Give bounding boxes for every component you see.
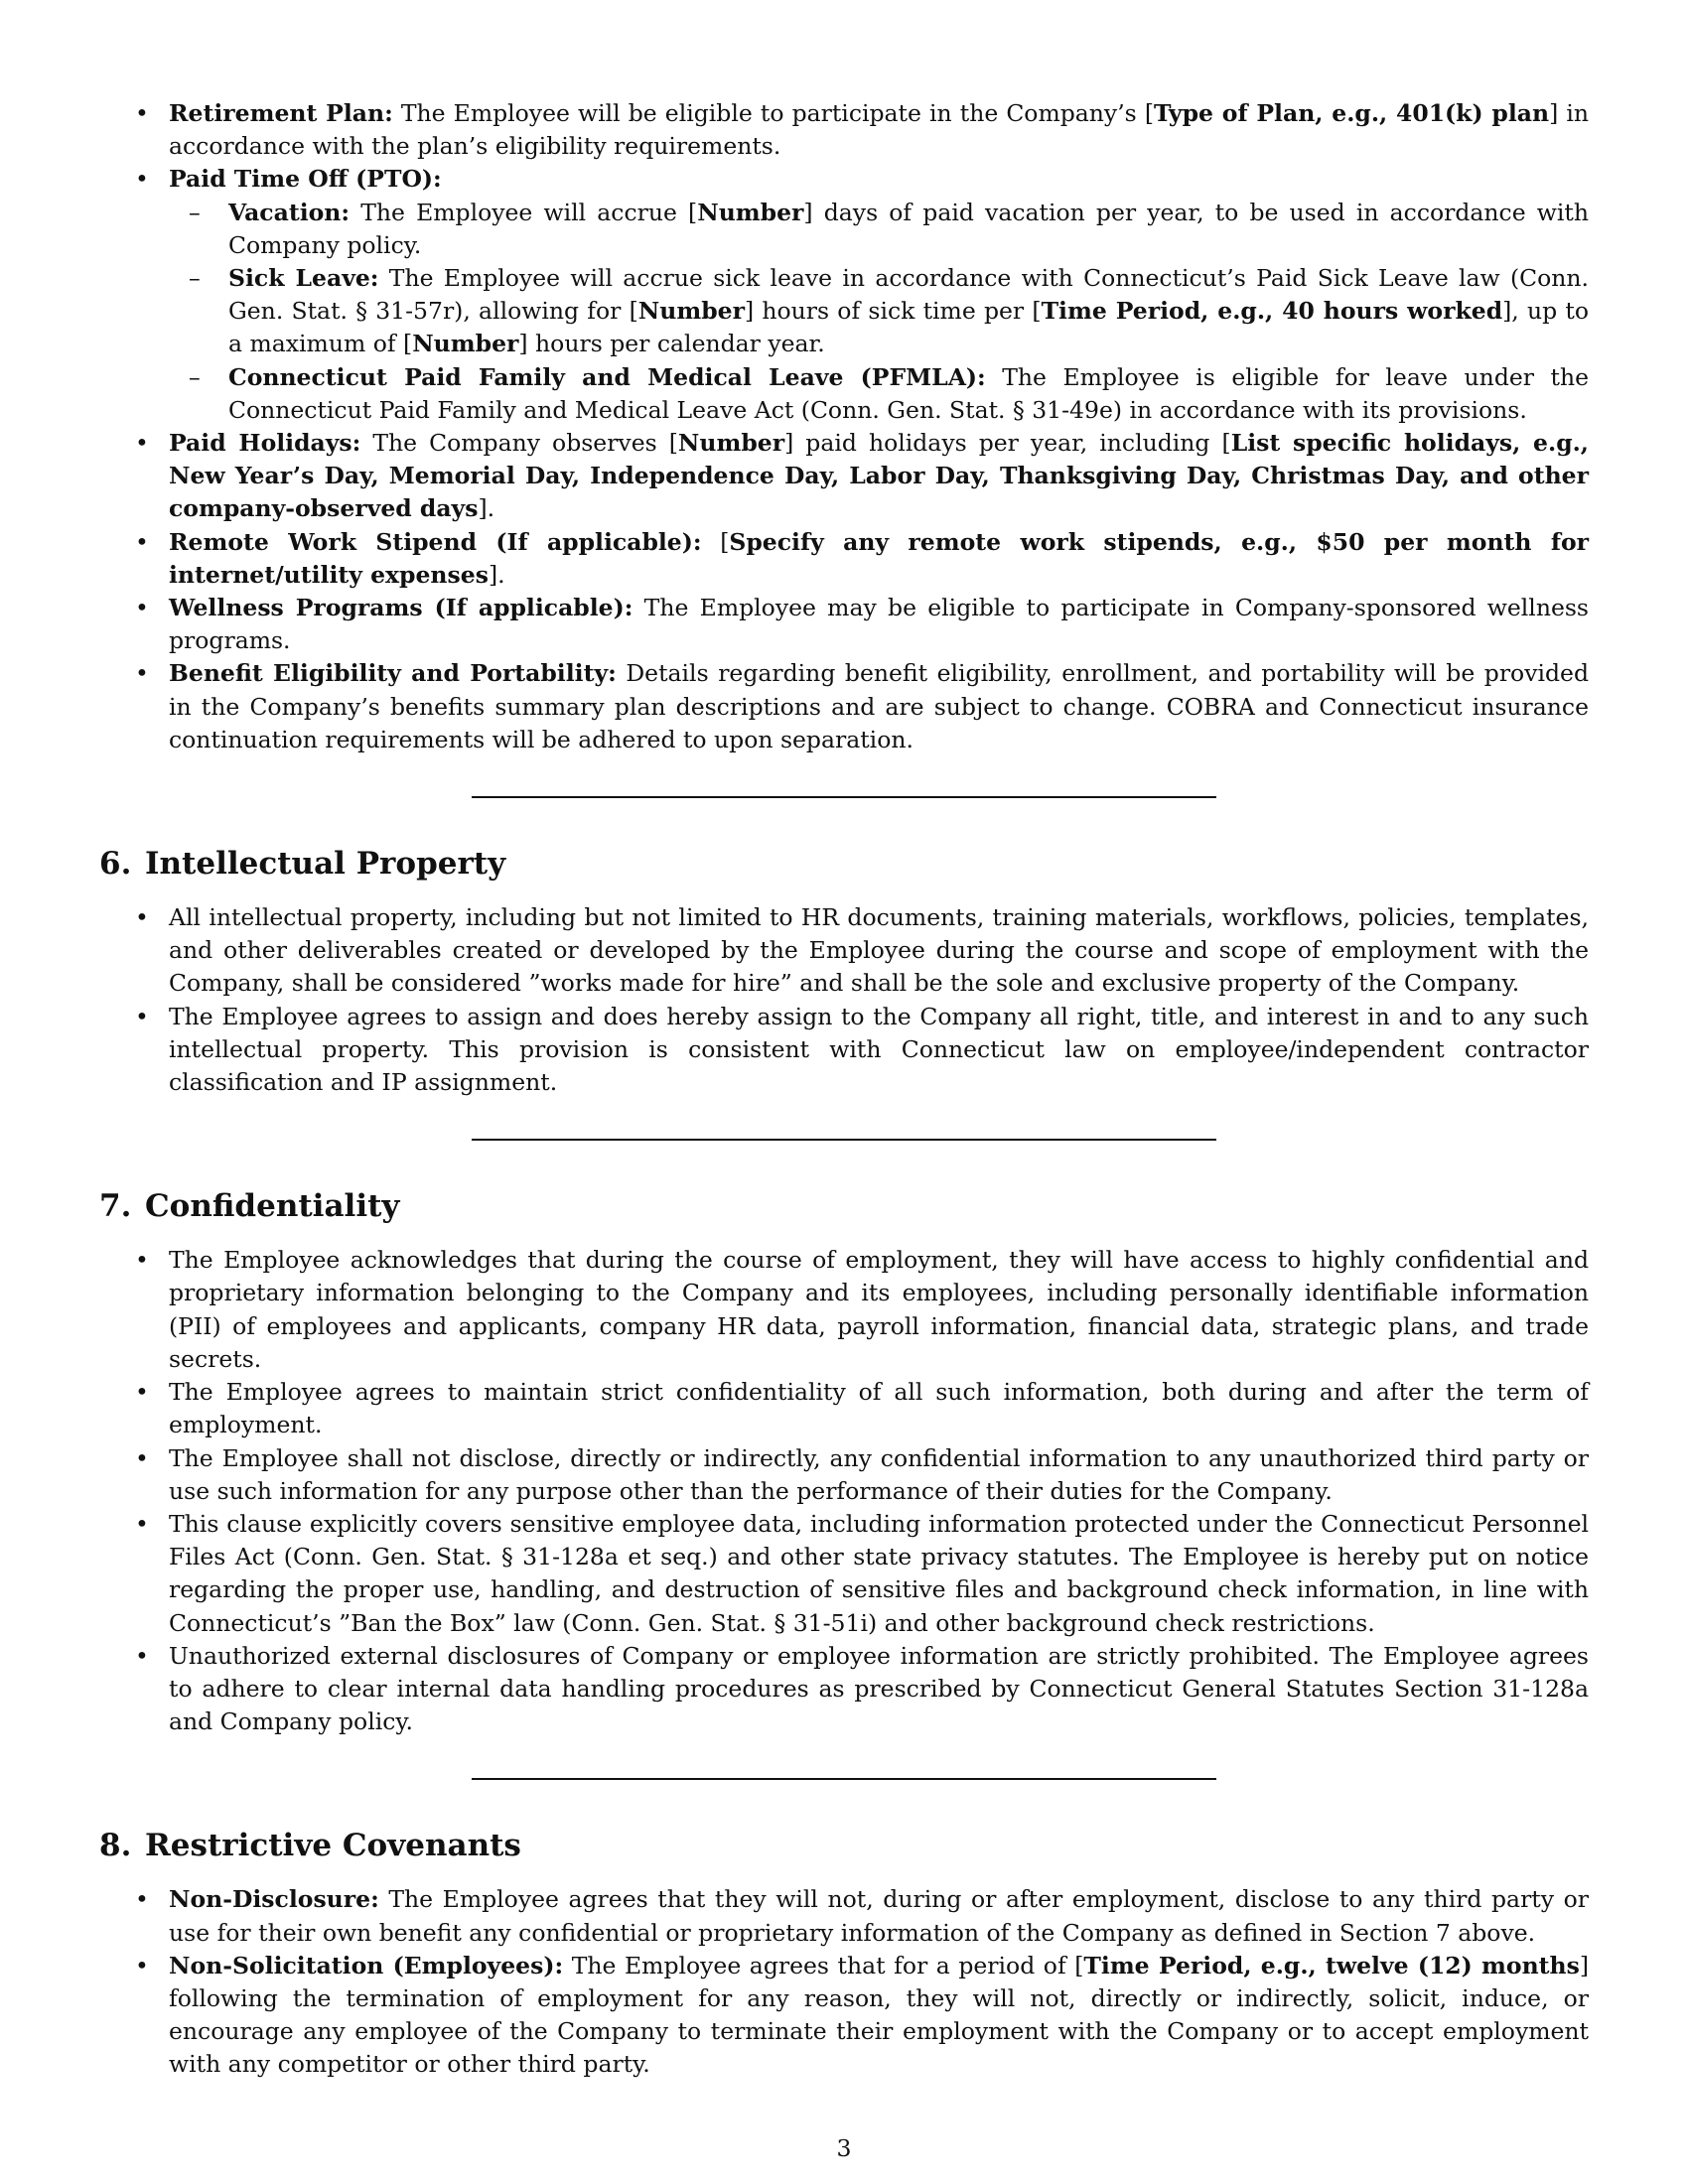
benefits-list: [99, 97, 1589, 756]
item-text: ] days of paid vacation per year, to be used in accordance with Company policy.: [228, 198, 1589, 259]
list-item: [99, 1640, 1589, 1739]
item-label: Non-Solicitation (Employees):: [169, 1951, 564, 1979]
list-item: [99, 1376, 1589, 1441]
item-text: Details regarding benefit eligibility, enrollment, and portability will be provided in the Company’s benefits summary plan descriptions and are subject to change. COBRA and Connecticut insurance continuation requirements will be adhered to upon separation.: [169, 659, 1589, 753]
bullet-icon: •: [135, 659, 149, 688]
bullet-icon: •: [135, 429, 149, 458]
pto-sublist: [169, 197, 1589, 427]
dash-icon: –: [189, 362, 201, 391]
bullet-icon: •: [135, 165, 149, 194]
bullet-icon: •: [135, 1246, 149, 1275]
list-item-paid-time-off: [99, 163, 1589, 427]
item-text: ] paid holidays per year, including [: [784, 429, 1231, 458]
placeholder-text: Number: [637, 297, 745, 326]
list-item: [99, 1244, 1589, 1376]
bullet-icon: •: [135, 1641, 149, 1670]
list-item-non-solicitation: [99, 1950, 1589, 2082]
item-text: The Employee may be eligible to participate in Company-sponsored wellness programs.: [169, 594, 1589, 655]
section-8-list: [99, 1883, 1589, 2081]
bullet-icon: •: [135, 1951, 149, 1979]
item-text: ] in accordance with the plan’s eligibility requirements.: [169, 99, 1589, 161]
item-label: Vacation:: [228, 198, 351, 226]
list-item-wellness-programs: [99, 592, 1589, 657]
item-text: The Employee will accrue sick leave in accordance with Connecticut’s Paid Sick Leave law (Conn. Gen. Stat. § 31-57r), allowing for [: [228, 264, 1590, 326]
placeholder-text: Number: [677, 429, 785, 458]
dash-icon: –: [189, 264, 201, 293]
dash-icon: –: [189, 198, 201, 226]
item-text: The Employee shall not disclose, directly or indirectly, any confidential information to any unauthorized third party or use such information for any purpose other than the performance of their duties for the Company.: [169, 1443, 1589, 1505]
placeholder-text: Type of Plan, e.g., 401(k) plan: [1154, 99, 1550, 127]
item-text: The Company observes [: [360, 429, 678, 458]
sublist-item-pfmla: [169, 361, 1589, 427]
bullet-icon: •: [135, 1378, 149, 1407]
section-heading-7: [99, 1186, 1589, 1226]
item-text: ].: [478, 494, 495, 523]
placeholder-text: Number: [412, 330, 519, 358]
list-item-retirement-plan: [99, 97, 1589, 163]
bullet-icon: •: [135, 527, 149, 556]
item-text: The Employee agrees that for a period of [: [563, 1951, 1084, 1979]
item-text: The Employee agrees to assign and does hereby assign to the Company all right, title, and interest in and to any such intellectual property. This provision is consistent with Connecticut law on employee/independent contractor classification and IP assignment.: [169, 1002, 1589, 1097]
section-6-list: [99, 901, 1589, 1099]
section-divider: [472, 1139, 1216, 1141]
section-number: 8.: [99, 1828, 132, 1864]
placeholder-text: Number: [697, 198, 804, 226]
item-label: Wellness Programs (If applicable):: [169, 594, 633, 622]
item-text: ].: [488, 560, 505, 589]
placeholder-text: Specify any remote work stipends, e.g., $50 per month for internet/utility expenses: [169, 527, 1589, 589]
item-text: This clause explicitly covers sensitive employee data, including information protected under the Connecticut Personnel Files Act (Conn. Gen. Stat. § 31-128a et seq.) and other state privacy statutes. The Employee is hereby put on notice regarding the proper use, handling, and destruction of sensitive files and background check information, in line with Connecticut’s ”Ban the Box” law (Conn. Gen. Stat. § 31-51i) and other background check restrictions.: [169, 1509, 1589, 1637]
section-title: Intellectual Property: [145, 846, 506, 883]
section-divider: [472, 796, 1216, 798]
item-text: ], up to a maximum of [: [228, 297, 1590, 358]
placeholder-text: List specific holidays, e.g., New Year’s Day, Memorial Day, Independence Day, Labor Day, Thanksgiving Day, Christmas Day, and other company-observed days: [169, 429, 1589, 523]
sublist-item-sick-leave: [169, 262, 1589, 361]
item-text: All intellectual property, including but not limited to HR documents, training materials, workflows, policies, templates, and other deliverables created or developed by the Employee during the course and scope of employment with the Company, shall be considered ”works made for hire” and shall be the sole and exclusive property of the Company.: [169, 903, 1589, 998]
item-label: Paid Holidays:: [169, 429, 361, 458]
item-text: The Employee is eligible for leave under the Connecticut Paid Family and Medical Leave Act (Conn. Gen. Stat. § 31-49e) in accordance with its provisions.: [228, 362, 1590, 424]
item-label: Paid Time Off (PTO):: [169, 165, 442, 194]
page-number: 3: [836, 2134, 852, 2162]
item-label: Connecticut Paid Family and Medical Leave (PFMLA):: [228, 362, 986, 391]
list-item: [99, 901, 1589, 1001]
section-heading-8: [99, 1826, 1589, 1865]
item-text: The Employee agrees to maintain strict confidentiality of all such information, both during and after the term of employment.: [169, 1378, 1589, 1439]
list-item-remote-work-stipend: [99, 526, 1589, 592]
item-text: The Employee agrees that they will not, during or after employment, disclose to any third party or use for their own benefit any confidential or proprietary information of the Company as defined in Section 7 above.: [169, 1885, 1589, 1947]
bullet-icon: •: [135, 1443, 149, 1472]
section-title: Confidentiality: [145, 1188, 400, 1225]
bullet-icon: •: [135, 1509, 149, 1538]
list-item-benefit-eligibility: [99, 657, 1589, 756]
item-label: Sick Leave:: [228, 264, 379, 293]
list-item: [99, 1508, 1589, 1640]
bullet-icon: •: [135, 594, 149, 622]
list-item-non-disclosure: [99, 1883, 1589, 1949]
list-item: [99, 1442, 1589, 1508]
item-label: Retirement Plan:: [169, 99, 393, 127]
item-text: ] hours of sick time per [: [744, 297, 1042, 326]
section-heading-6: [99, 844, 1589, 884]
item-text: Unauthorized external disclosures of Company or employee information are strictly prohibited. The Employee agrees to adhere to clear internal data handling procedures as prescribed by Connecticut General Statutes Section 31-128a and Company policy.: [169, 1641, 1589, 1736]
item-text: The Employee will be eligible to participate in the Company’s [: [392, 99, 1155, 127]
section-number: 7.: [99, 1188, 132, 1225]
bullet-icon: •: [135, 1002, 149, 1030]
section-7-list: [99, 1244, 1589, 1738]
bullet-icon: •: [135, 903, 149, 932]
item-label: Remote Work Stipend (If applicable):: [169, 527, 702, 556]
list-item: [99, 1001, 1589, 1100]
item-text: ] hours per calendar year.: [518, 330, 825, 358]
item-text: ] following the termination of employment for any reason, they will not, directly or indirectly, solicit, induce, or encourage any employee of the Company to terminate their employment with the Company or to accept employment with any competitor or other third party.: [169, 1951, 1590, 2079]
item-label: Non-Disclosure:: [169, 1885, 379, 1914]
bullet-icon: •: [135, 99, 149, 127]
page-content: [99, 97, 1589, 2082]
placeholder-text: Time Period, e.g., twelve (12) months: [1083, 1951, 1580, 1979]
item-text: The Employee will accrue [: [350, 198, 698, 226]
item-text: The Employee acknowledges that during the course of employment, they will have access to highly confidential and proprietary information belonging to the Company and its employees, including personally identifiable information (PII) of employees and applicants, company HR data, payroll information, financial data, strategic plans, and trade secrets.: [169, 1246, 1589, 1373]
section-divider: [472, 1778, 1216, 1780]
section-title: Restrictive Covenants: [145, 1828, 521, 1864]
section-number: 6.: [99, 846, 132, 883]
item-label: Benefit Eligibility and Portability:: [169, 659, 617, 688]
bullet-icon: •: [135, 1885, 149, 1914]
list-item-paid-holidays: [99, 427, 1589, 526]
sublist-item-vacation: [169, 197, 1589, 262]
item-text: [: [701, 527, 730, 556]
placeholder-text: Time Period, e.g., 40 hours worked: [1041, 297, 1503, 326]
